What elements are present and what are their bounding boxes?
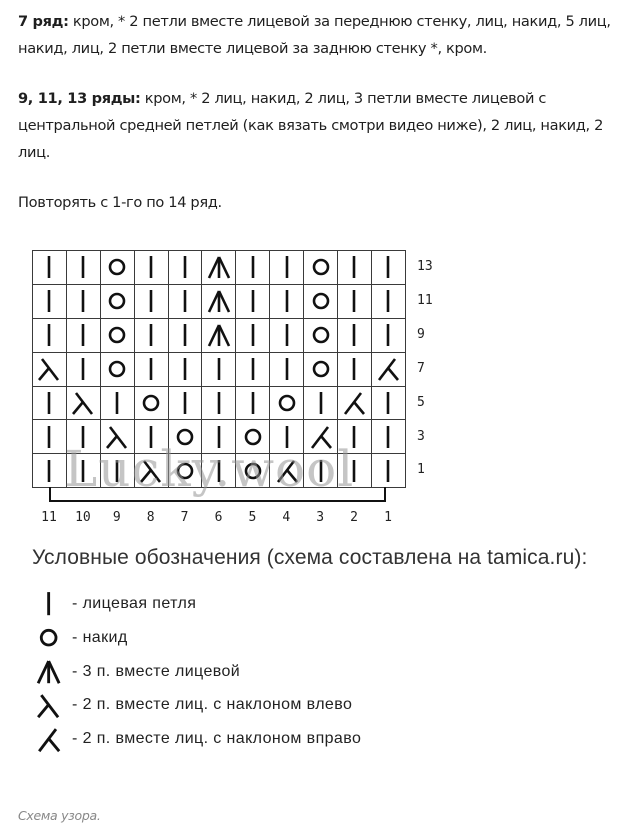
row-number: 13 [417, 259, 433, 274]
knit-icon [33, 322, 66, 348]
instruction-text: кром, * 2 лиц, накид, 2 лиц, 3 петли вместе лицевой с центральной средней петлей (как вязать смотри видео ниже), 2 лиц, накид, 2 лиц. [18, 90, 604, 161]
chart-cell [270, 386, 304, 420]
yarn-over-icon [304, 288, 337, 314]
chart-cell [236, 318, 270, 352]
knit-icon [67, 322, 100, 348]
chart-cell [236, 420, 270, 454]
chart-cell [371, 454, 405, 488]
k2tog-left-icon [32, 692, 66, 719]
knit-icon [270, 356, 303, 382]
chart-cell [338, 420, 372, 454]
chart-cell [100, 251, 134, 285]
knit-icon [372, 288, 405, 314]
chart-cell [371, 318, 405, 352]
knit-icon [338, 424, 371, 450]
chart-cell [134, 386, 168, 420]
chart-cell [100, 318, 134, 352]
knit-icon [338, 356, 371, 382]
chart-cell [134, 251, 168, 285]
chart-cell [270, 420, 304, 454]
chart-cell [338, 386, 372, 420]
chart-cell [100, 284, 134, 318]
knit-icon [33, 288, 66, 314]
column-number: 9 [112, 510, 121, 525]
k2tog-right-icon [372, 356, 405, 382]
knit-icon [169, 390, 202, 416]
chart-cell [202, 454, 236, 488]
chart-cell [236, 284, 270, 318]
yarn-over-icon [169, 424, 202, 450]
yarn-over-icon [101, 356, 134, 382]
chart-cell [33, 386, 67, 420]
knit-icon [67, 288, 100, 314]
legend-text: - 3 п. вместе лицевой [72, 662, 241, 680]
chart-cell [134, 318, 168, 352]
chart-cell [100, 420, 134, 454]
chart-cell [66, 420, 100, 454]
chart-cell [371, 284, 405, 318]
knit-icon [202, 390, 235, 416]
legend-item [32, 623, 128, 653]
chart-row-7 [33, 352, 406, 386]
knit-icon [33, 254, 66, 280]
row-number: 7 [417, 360, 425, 376]
column-number: 5 [248, 510, 257, 525]
chart-cell [33, 251, 67, 285]
chart-cell [236, 454, 270, 488]
chart-cell [168, 318, 202, 352]
knit-icon [135, 322, 168, 348]
chart-cell [202, 420, 236, 454]
chart-cell [66, 251, 100, 285]
knit-icon [304, 458, 337, 484]
knit-icon [33, 458, 66, 484]
knit-icon [372, 390, 405, 416]
knit-icon [304, 390, 337, 416]
chart-cell [202, 318, 236, 352]
chart-row-5 [33, 386, 406, 420]
chart-cell [168, 454, 202, 488]
chart-cell [100, 352, 134, 386]
k2tog-left-icon [33, 356, 66, 382]
legend-item [32, 690, 352, 720]
chart-cell [134, 420, 168, 454]
chart-cell [236, 386, 270, 420]
column-number: 7 [180, 510, 189, 525]
row-number: 3 [417, 428, 425, 444]
chart-cell [33, 284, 67, 318]
knit-icon [270, 322, 303, 348]
chart-cell [338, 318, 372, 352]
k3tog-icon [202, 322, 235, 348]
knit-icon [67, 254, 100, 280]
column-number: 6 [214, 510, 223, 525]
chart-cell [270, 318, 304, 352]
chart-cell [371, 386, 405, 420]
row-number: 9 [417, 326, 425, 342]
yarn-over-icon [304, 322, 337, 348]
chart-cell [371, 352, 405, 386]
yarn-over-icon [101, 254, 134, 280]
column-number: 4 [282, 510, 291, 525]
chart-cell [371, 420, 405, 454]
chart-cell [134, 284, 168, 318]
chart-cell [33, 352, 67, 386]
yarn-over-icon [304, 356, 337, 382]
chart-cell [66, 352, 100, 386]
knit-icon [33, 390, 66, 416]
chart-cell [202, 284, 236, 318]
knit-icon [236, 390, 269, 416]
legend-item [32, 724, 361, 754]
knit-icon [372, 424, 405, 450]
chart-cell [371, 251, 405, 285]
chart-cell [66, 454, 100, 488]
yarn-over-icon [270, 390, 303, 416]
legend-text: - лицевая петля [72, 595, 197, 612]
chart-cell [270, 284, 304, 318]
knit-icon [67, 356, 100, 382]
chart-cell [33, 454, 67, 488]
k2tog-left-icon [135, 458, 168, 484]
legend-item [32, 657, 240, 687]
chart-cell [304, 386, 338, 420]
chart-cell [202, 386, 236, 420]
repeat-bracket [49, 487, 386, 502]
knit-icon [270, 288, 303, 314]
yarn-over-icon [169, 458, 202, 484]
chart-row-3 [33, 420, 406, 454]
yarn-over-icon [101, 288, 134, 314]
k2tog-right-icon [32, 726, 66, 753]
legend-item [32, 589, 196, 619]
column-number: 2 [350, 510, 358, 525]
chart-cell [304, 284, 338, 318]
chart-cell [168, 284, 202, 318]
k2tog-right-icon [270, 458, 303, 484]
knit-icon [372, 322, 405, 348]
column-number: 8 [146, 510, 155, 525]
knit-icon [33, 424, 66, 450]
yarn-over-icon [236, 424, 269, 450]
knit-icon [338, 322, 371, 348]
instruction-label: 9, 11, 13 ряды: [18, 90, 141, 107]
chart-cell [66, 386, 100, 420]
yarn-over-icon [304, 254, 337, 280]
knit-icon [372, 254, 405, 280]
knit-icon [135, 254, 168, 280]
chart-cell [304, 420, 338, 454]
knit-icon [67, 458, 100, 484]
chart-cell [270, 454, 304, 488]
chart-cell [66, 318, 100, 352]
chart-cell [134, 352, 168, 386]
row-number: 11 [417, 292, 433, 308]
chart-row-11 [33, 284, 406, 318]
legend-title: Условные обозначения (схема составлена на tamica.ru): [32, 546, 588, 569]
chart-cell [66, 284, 100, 318]
chart-grid [32, 250, 406, 488]
k2tog-right-icon [304, 424, 337, 450]
legend-text: - 2 п. вместе лиц. с наклоном влево [72, 696, 353, 714]
knit-icon [236, 254, 269, 280]
chart-cell [304, 352, 338, 386]
image-caption: Схема узора. [18, 808, 101, 823]
knit-icon [169, 254, 202, 280]
knit-icon [169, 356, 202, 382]
knit-icon [67, 424, 100, 450]
chart-row-13 [33, 251, 406, 285]
knit-icon [169, 288, 202, 314]
column-number: 3 [316, 510, 325, 525]
legend-text: - накид [72, 628, 128, 646]
knit-icon [169, 322, 202, 348]
knit-icon [202, 356, 235, 382]
knit-icon [236, 322, 269, 348]
chart-cell [168, 251, 202, 285]
chart-cell [134, 454, 168, 488]
knit-icon [101, 458, 134, 484]
chart-cell [338, 454, 372, 488]
knit-icon [372, 458, 405, 484]
knit-icon [270, 424, 303, 450]
chart-cell [202, 251, 236, 285]
instruction-label: 7 ряд: [18, 13, 69, 30]
k2tog-left-icon [101, 424, 134, 450]
row-number: 1 [417, 462, 425, 478]
chart-cell [338, 284, 372, 318]
chart-cell [304, 318, 338, 352]
k2tog-right-icon [338, 390, 371, 416]
chart-cell [168, 420, 202, 454]
k3tog-icon [202, 288, 235, 314]
yarn-over-icon [101, 322, 134, 348]
column-number: 11 [41, 510, 57, 525]
knit-icon [236, 288, 269, 314]
instruction-repeat: Повторять с 1-го по 14 ряд. [18, 194, 222, 211]
chart-cell [202, 352, 236, 386]
chart-row-1 [33, 454, 406, 488]
row-number: 5 [417, 394, 425, 410]
chart-cell [100, 454, 134, 488]
knit-icon [135, 424, 168, 450]
chart-cell [168, 386, 202, 420]
knit-icon [135, 288, 168, 314]
knit-icon [338, 288, 371, 314]
k3tog-icon [202, 254, 235, 280]
chart-cell [236, 251, 270, 285]
column-number: 1 [384, 510, 392, 525]
chart-cell [304, 454, 338, 488]
watermark: Lucky.wool [64, 440, 355, 498]
knit-icon [202, 458, 235, 484]
knit-icon [338, 254, 371, 280]
legend-text: - 2 п. вместе лиц. с наклоном вправо [72, 730, 362, 748]
knit-icon [338, 458, 371, 484]
knit-icon [270, 254, 303, 280]
knit-icon [135, 356, 168, 382]
k2tog-left-icon [67, 390, 100, 416]
chart-cell [100, 386, 134, 420]
chart-cell [33, 318, 67, 352]
chart-cell [270, 352, 304, 386]
knit-icon [101, 390, 134, 416]
knit-icon [236, 356, 269, 382]
instruction-text: крoм, * 2 петли вместе лицевой за переднюю стенку, лиц, накид, 5 лиц, накид, лиц, 2 петли вместе лицевой за заднюю стенку *, кром. [18, 13, 611, 57]
chart-row-9 [33, 318, 406, 352]
chart-cell [304, 251, 338, 285]
yarn-over-icon [236, 458, 269, 484]
column-number: 10 [75, 510, 91, 525]
knit-icon [202, 424, 235, 450]
knit-icon [32, 590, 66, 617]
yarn-over-icon [135, 390, 168, 416]
yarn-over-icon [32, 624, 66, 651]
chart-cell [338, 352, 372, 386]
chart-cell [338, 251, 372, 285]
chart-cell [33, 420, 67, 454]
chart-cell [270, 251, 304, 285]
k3tog-icon [32, 658, 66, 685]
chart-cell [236, 352, 270, 386]
chart-cell [168, 352, 202, 386]
